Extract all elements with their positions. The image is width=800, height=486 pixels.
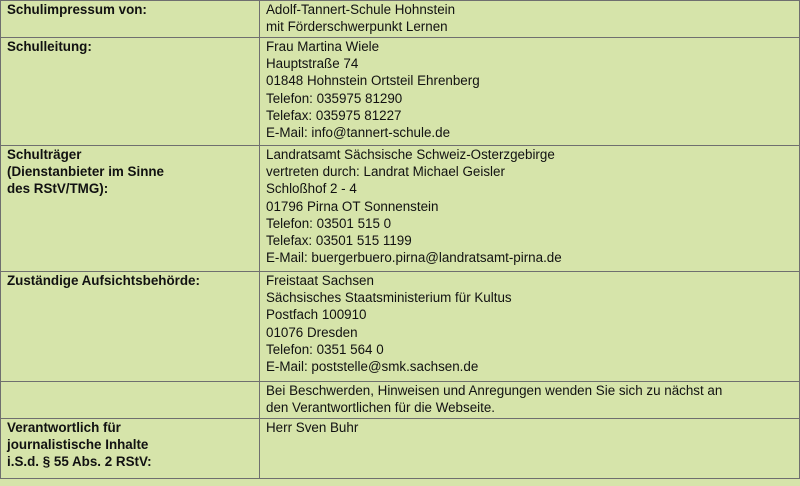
label-cell: [1, 1, 260, 38]
authority-email: E-Mail: poststelle@smk.sachsen.de: [266, 359, 479, 375]
principal-name: Frau Martina Wiele: [266, 39, 380, 54]
provider-street: Schloßhof 2 - 4: [266, 181, 357, 197]
label-text: journalistische Inhalte: [7, 437, 149, 453]
provider-representative: vertreten durch: Landrat Michael Geisler: [266, 164, 505, 180]
label-text: Schulträger: [7, 147, 82, 162]
label-cell: [1, 146, 260, 272]
label-cell-empty: [1, 382, 260, 419]
principal-fax: Telefax: 035975 81227: [266, 107, 402, 123]
provider-fax: Telefax: 03501 515 1199: [266, 233, 412, 249]
school-focus: mit Förderschwerpunkt Lernen: [266, 19, 448, 35]
principal-city: 01848 Hohnstein Ortsteil Ehrenberg: [266, 73, 480, 89]
notice-line-2: den Verantwortlichen für die Webseite.: [266, 400, 496, 416]
label-text: Schulleitung:: [7, 39, 92, 54]
authority-ministry: Sächsisches Staatsministerium für Kultus: [266, 290, 512, 306]
authority-po-box: Postfach 100910: [266, 307, 367, 323]
label-text: Zuständige Aufsichtsbehörde:: [7, 273, 200, 288]
row-aufsichtsbehoerde: [1, 272, 800, 382]
value-cell: [260, 1, 800, 38]
principal-street: Hauptstraße 74: [266, 56, 359, 72]
value-cell: [260, 146, 800, 272]
provider-name: Landratsamt Sächsische Schweiz-Osterzgebirge: [266, 147, 555, 162]
label-cell: [1, 272, 260, 382]
label-cell: [1, 419, 260, 479]
label-text: Schulimpressum von:: [7, 2, 147, 17]
notice-line-1: Bei Beschwerden, Hinweisen und Anregungen wenden Sie sich zu nächst an: [266, 383, 723, 398]
label-text: Verantwortlich für: [7, 420, 121, 435]
authority-city: 01076 Dresden: [266, 324, 358, 340]
authority-phone: Telefon: 0351 564 0: [266, 341, 384, 357]
provider-email: E-Mail: buergerbuero.pirna@landratsamt-pirna.de: [266, 250, 562, 266]
responsible-name: Herr Sven Buhr: [266, 420, 359, 435]
row-hinweis: [1, 382, 800, 419]
row-schultraeger: [1, 146, 800, 272]
row-schulleitung: [1, 38, 800, 146]
provider-phone: Telefon: 03501 515 0: [266, 215, 392, 231]
provider-city: 01796 Pirna OT Sonnenstein: [266, 198, 439, 214]
authority-state: Freistaat Sachsen: [266, 273, 374, 288]
row-verantwortlich: [1, 419, 800, 479]
label-text: (Dienstanbieter im Sinne: [7, 164, 164, 180]
label-text: i.S.d. § 55 Abs. 2 RStV:: [7, 454, 152, 470]
principal-phone: Telefon: 035975 81290: [266, 90, 403, 106]
principal-email: E-Mail: info@tannert-schule.de: [266, 125, 451, 141]
label-text: des RStV/TMG):: [7, 181, 109, 197]
value-cell: [260, 272, 800, 382]
value-cell: [260, 419, 800, 479]
value-cell: [260, 382, 800, 419]
row-schulimpressum: [1, 1, 800, 38]
label-cell: [1, 38, 260, 146]
value-cell: [260, 38, 800, 146]
school-name: Adolf-Tannert-Schule Hohnstein: [266, 2, 456, 17]
impressum-body: [1, 1, 800, 479]
